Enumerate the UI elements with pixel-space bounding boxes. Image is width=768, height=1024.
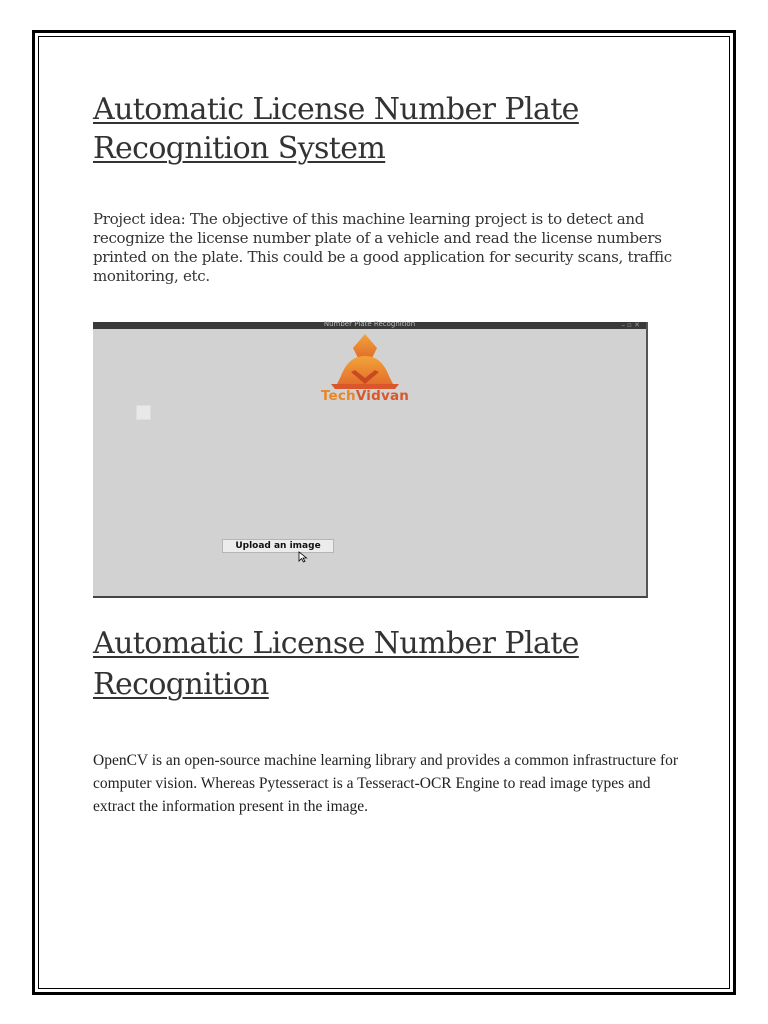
app-window-title: Number Plate Recognition xyxy=(323,320,416,328)
logo-text xyxy=(305,388,425,404)
section1-paragraph: Project idea: The objective of this machine learning project is to detect and recognize the license number plate of a vehicle and read the license numbers printed on the plate. This could be a good application for security scans, traffic monitoring, etc. xyxy=(93,210,672,285)
mouse-cursor-icon xyxy=(298,551,308,563)
logo-text-tech: Tech xyxy=(320,388,356,404)
section2-heading: Automatic License Number Plate Recognition xyxy=(93,626,579,702)
upload-image-button[interactable]: Upload an image xyxy=(222,539,334,553)
logo-figure-icon xyxy=(305,332,425,390)
section2-paragraph: OpenCV is an open-source machine learning library and provides a common infrastructure for computer vision. Whereas Pytesseract is a Tesseract-OCR Engine to read image types and extract the information present in the image. xyxy=(93,752,679,815)
image-placeholder xyxy=(136,405,151,420)
techvidvan-logo-icon xyxy=(305,332,425,404)
app-titlebar xyxy=(93,322,646,329)
window-controls-icon[interactable]: – ▫ ✕ xyxy=(621,321,640,329)
logo-text-vidvan: Vidvan xyxy=(355,388,410,404)
app-screenshot xyxy=(93,322,648,598)
section1-heading: Automatic License Number Plate Recognition System xyxy=(93,92,579,166)
